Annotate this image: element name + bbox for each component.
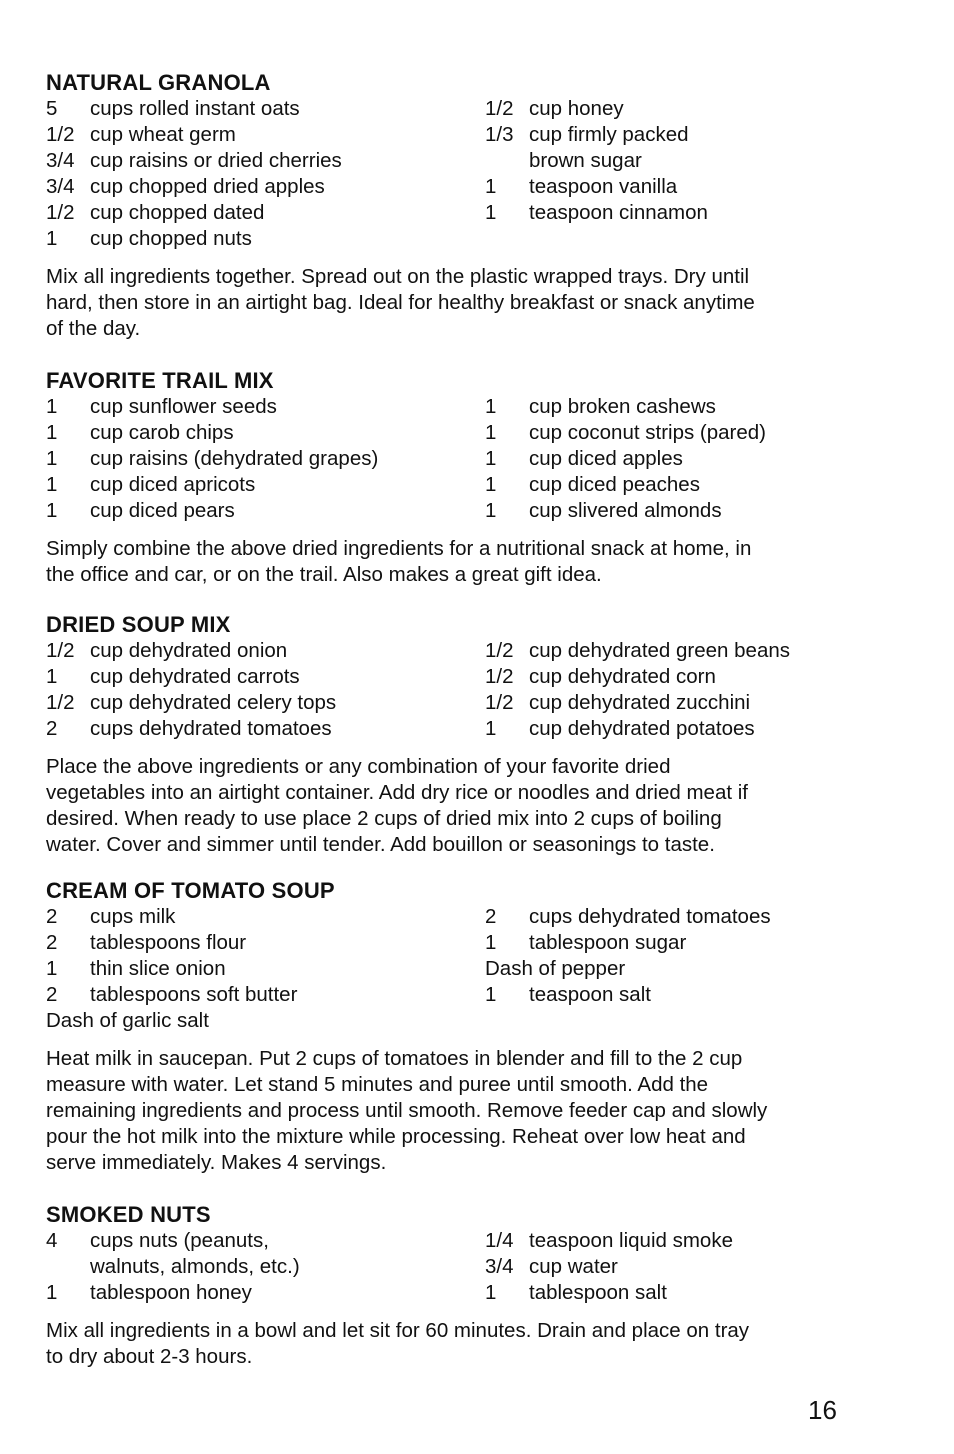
ingredient-quantity: 1/2 (46, 123, 75, 146)
ingredient-quantity: 1 (46, 421, 58, 444)
ingredient-line (485, 930, 771, 956)
ingredient-column-right (485, 904, 771, 1008)
ingredient-quantity: 1 (485, 931, 497, 954)
recipe-title: SMOKED NUTS (46, 1202, 211, 1227)
ingredient-name: cups milk (90, 905, 176, 928)
ingredient-quantity: 1/2 (485, 665, 514, 688)
ingredient-line (485, 122, 708, 148)
ingredient-quantity: 1 (485, 983, 497, 1006)
recipe-natural-granola (46, 70, 846, 342)
ingredient-name: thin slice onion (90, 957, 226, 980)
ingredient-line (485, 982, 771, 1008)
ingredient-column-left (46, 394, 378, 524)
ingredient-line (46, 930, 297, 956)
ingredient-quantity: 1/2 (485, 691, 514, 714)
ingredient-quantity: 1 (485, 499, 497, 522)
ingredient-name: teaspoon liquid smoke (529, 1229, 733, 1252)
ingredient-name: cup raisins or dried cherries (90, 149, 342, 172)
ingredient-quantity: 3/4 (46, 149, 75, 172)
ingredient-line (485, 1280, 733, 1306)
ingredient-name: cup dehydrated carrots (90, 665, 300, 688)
ingredient-column-left (46, 904, 297, 1034)
ingredient-line (46, 638, 336, 664)
recipe-instructions: Mix all ingredients together. Spread out on the plastic wrapped trays. Dry until hard, then store in an airtight bag. Ideal for healthy breakfast or snack anytime of the day. (46, 265, 755, 340)
ingredient-list (46, 638, 846, 742)
ingredient-quantity: 1/2 (46, 201, 75, 224)
ingredient-quantity: 1 (485, 395, 497, 418)
ingredient-line (485, 664, 790, 690)
ingredient-column-right (485, 96, 708, 226)
recipe-dried-soup-mix (46, 612, 846, 858)
ingredient-name: cup coconut strips (pared) (529, 421, 767, 444)
ingredient-line (485, 498, 766, 524)
ingredient-line (46, 174, 342, 200)
ingredient-line (485, 174, 708, 200)
ingredient-quantity: 2 (46, 983, 58, 1006)
ingredient-line (485, 420, 766, 446)
ingredient-quantity: 2 (485, 905, 497, 928)
ingredient-column-left (46, 1228, 300, 1306)
ingredient-quantity: 1 (485, 175, 497, 198)
ingredient-name: cup slivered almonds (529, 499, 722, 522)
ingredient-name: cup dehydrated potatoes (529, 717, 755, 740)
recipe-title: CREAM OF TOMATO SOUP (46, 878, 335, 903)
ingredient-quantity: 1 (485, 421, 497, 444)
ingredient-list (46, 394, 846, 524)
ingredient-list (46, 1228, 846, 1306)
ingredient-name: teaspoon salt (529, 983, 651, 1006)
ingredient-name: cup wheat germ (90, 123, 236, 146)
ingredient-line (46, 716, 336, 742)
ingredient-line (46, 394, 378, 420)
ingredient-name: cup diced peaches (529, 473, 700, 496)
ingredient-line (485, 394, 766, 420)
ingredient-line (46, 122, 342, 148)
ingredient-quantity: 1 (485, 201, 497, 224)
ingredient-name: cups dehydrated tomatoes (529, 905, 771, 928)
ingredient-quantity: 1 (46, 665, 58, 688)
ingredient-name: tablespoons flour (90, 931, 247, 954)
recipe-smoked-nuts (46, 1202, 846, 1370)
ingredient-quantity: 1 (46, 395, 58, 418)
ingredient-quantity: 3/4 (46, 175, 75, 198)
ingredient-quantity: 3/4 (485, 1255, 514, 1278)
recipe-title: NATURAL GRANOLA (46, 70, 271, 95)
ingredient-quantity: 2 (46, 905, 58, 928)
ingredient-name: teaspoon vanilla (529, 175, 678, 198)
page-number: 16 (808, 1395, 837, 1425)
ingredient-quantity: 1 (485, 473, 497, 496)
ingredient-quantity: 5 (46, 97, 58, 120)
ingredient-line (46, 904, 297, 930)
ingredient-name: cup chopped dated (90, 201, 265, 224)
ingredient-name: tablespoons soft butter (90, 983, 298, 1006)
ingredient-line (46, 200, 342, 226)
ingredient-name: cup dehydrated onion (90, 639, 288, 662)
ingredient-line (46, 420, 378, 446)
ingredient-quantity: 1 (485, 447, 497, 470)
ingredient-line (485, 472, 766, 498)
ingredient-name: cup raisins (dehydrated grapes) (90, 447, 379, 470)
ingredient-name: cup carob chips (90, 421, 234, 444)
ingredient-name: teaspoon cinnamon (529, 201, 708, 224)
ingredient-quantity: 2 (46, 717, 58, 740)
ingredient-line (485, 904, 771, 930)
ingredient-name: cup chopped nuts (90, 227, 252, 250)
ingredient-name: cup water (529, 1255, 618, 1278)
ingredient-quantity: 1 (46, 957, 58, 980)
ingredient-column-right (485, 394, 766, 524)
ingredient-quantity: 2 (46, 931, 58, 954)
ingredient-line (46, 472, 378, 498)
ingredient-quantity: 1/2 (46, 639, 75, 662)
ingredient-column-right (485, 638, 790, 742)
ingredient-quantity: 1 (485, 1281, 497, 1304)
ingredient-line (485, 638, 790, 664)
ingredient-name: brown sugar (529, 149, 642, 172)
ingredient-name: cup dehydrated celery tops (90, 691, 337, 714)
ingredient-quantity: 4 (46, 1229, 58, 1252)
ingredient-quantity: 1 (46, 1281, 58, 1304)
recipe-instructions: Heat milk in saucepan. Put 2 cups of tomatoes in blender and fill to the 2 cup measure with water. Let stand 5 minutes and puree until smooth. Add the remaining ingredients and process until smooth. Remove feeder cap and slowly pour the hot milk into the mixture while processing. Reheat over low heat and serve immediately. Makes 4 servings. (46, 1047, 768, 1174)
ingredient-name: cups rolled instant oats (90, 97, 300, 120)
ingredient-quantity: 1 (46, 499, 58, 522)
ingredient-line (485, 956, 771, 982)
ingredient-quantity: 1/3 (485, 123, 514, 146)
ingredient-name: cups dehydrated tomatoes (90, 717, 332, 740)
ingredient-line (46, 982, 297, 1008)
ingredient-name: Dash of pepper (485, 957, 626, 980)
ingredient-line (46, 1254, 300, 1280)
ingredient-name: cup sunflower seeds (90, 395, 277, 418)
ingredient-line (46, 1280, 300, 1306)
ingredient-quantity: 1 (46, 447, 58, 470)
ingredient-line (485, 1228, 733, 1254)
ingredient-line (46, 956, 297, 982)
ingredient-line (46, 690, 336, 716)
ingredient-line (46, 446, 378, 472)
ingredient-line (485, 200, 708, 226)
ingredient-name: walnuts, almonds, etc.) (90, 1255, 300, 1278)
ingredient-name: cup diced apples (529, 447, 683, 470)
ingredient-list (46, 904, 846, 1034)
ingredient-line (485, 446, 766, 472)
ingredient-quantity: 1/2 (46, 691, 75, 714)
ingredient-line (485, 1254, 733, 1280)
ingredient-line (485, 96, 708, 122)
recipe-instructions: Mix all ingredients in a bowl and let sit for 60 minutes. Drain and place on tray to dry about 2-3 hours. (46, 1319, 750, 1368)
ingredient-name: tablespoon salt (529, 1281, 667, 1304)
ingredient-line (46, 226, 342, 252)
ingredient-line (46, 148, 342, 174)
recipe-title: FAVORITE TRAIL MIX (46, 368, 274, 393)
ingredient-line (46, 1008, 297, 1034)
recipe-cream-of-tomato-soup (46, 878, 846, 1176)
ingredient-name: cup dehydrated green beans (529, 639, 791, 662)
recipe-instructions: Simply combine the above dried ingredients for a nutritional snack at home, in the office and car, or on the trail. Also makes a great gift idea. (46, 537, 752, 586)
recipe-favorite-trail-mix (46, 368, 846, 588)
ingredient-name: cups nuts (peanuts, (90, 1229, 269, 1252)
ingredient-name: cup dehydrated zucchini (529, 691, 751, 714)
ingredient-quantity: 1 (485, 717, 497, 740)
ingredient-name: cup honey (529, 97, 624, 120)
ingredient-name: tablespoon honey (90, 1281, 252, 1304)
ingredient-list (46, 96, 846, 252)
ingredient-column-left (46, 638, 336, 742)
ingredient-name: tablespoon sugar (529, 931, 687, 954)
ingredient-name: cup broken cashews (529, 395, 716, 418)
ingredient-line (46, 498, 378, 524)
recipe-title: DRIED SOUP MIX (46, 612, 231, 637)
ingredient-name: cup chopped dried apples (90, 175, 325, 198)
ingredient-name: cup diced pears (90, 499, 235, 522)
ingredient-line (485, 716, 790, 742)
ingredient-name: cup firmly packed (529, 123, 689, 146)
ingredient-quantity: 1/2 (485, 639, 514, 662)
ingredient-name: cup dehydrated corn (529, 665, 716, 688)
ingredient-name: cup diced apricots (90, 473, 256, 496)
ingredient-line (46, 96, 342, 122)
ingredient-column-left (46, 96, 342, 252)
ingredient-line (46, 664, 336, 690)
ingredient-quantity: 1 (46, 227, 58, 250)
ingredient-quantity: 1/4 (485, 1229, 514, 1252)
ingredient-quantity: 1/2 (485, 97, 514, 120)
ingredient-name: Dash of garlic salt (46, 1009, 209, 1032)
ingredient-column-right (485, 1228, 733, 1306)
ingredient-quantity: 1 (46, 473, 58, 496)
ingredient-line (46, 1228, 300, 1254)
ingredient-line (485, 690, 790, 716)
recipe-instructions: Place the above ingredients or any combination of your favorite dried vegetables into an airtight container. Add dry rice or noodles and dried meat if desired. When ready to use place 2 cups of dried mix into 2 cups of boiling water. Cover and simmer until tender. Add bouillon or seasonings to taste. (46, 755, 748, 856)
ingredient-line (485, 148, 708, 174)
